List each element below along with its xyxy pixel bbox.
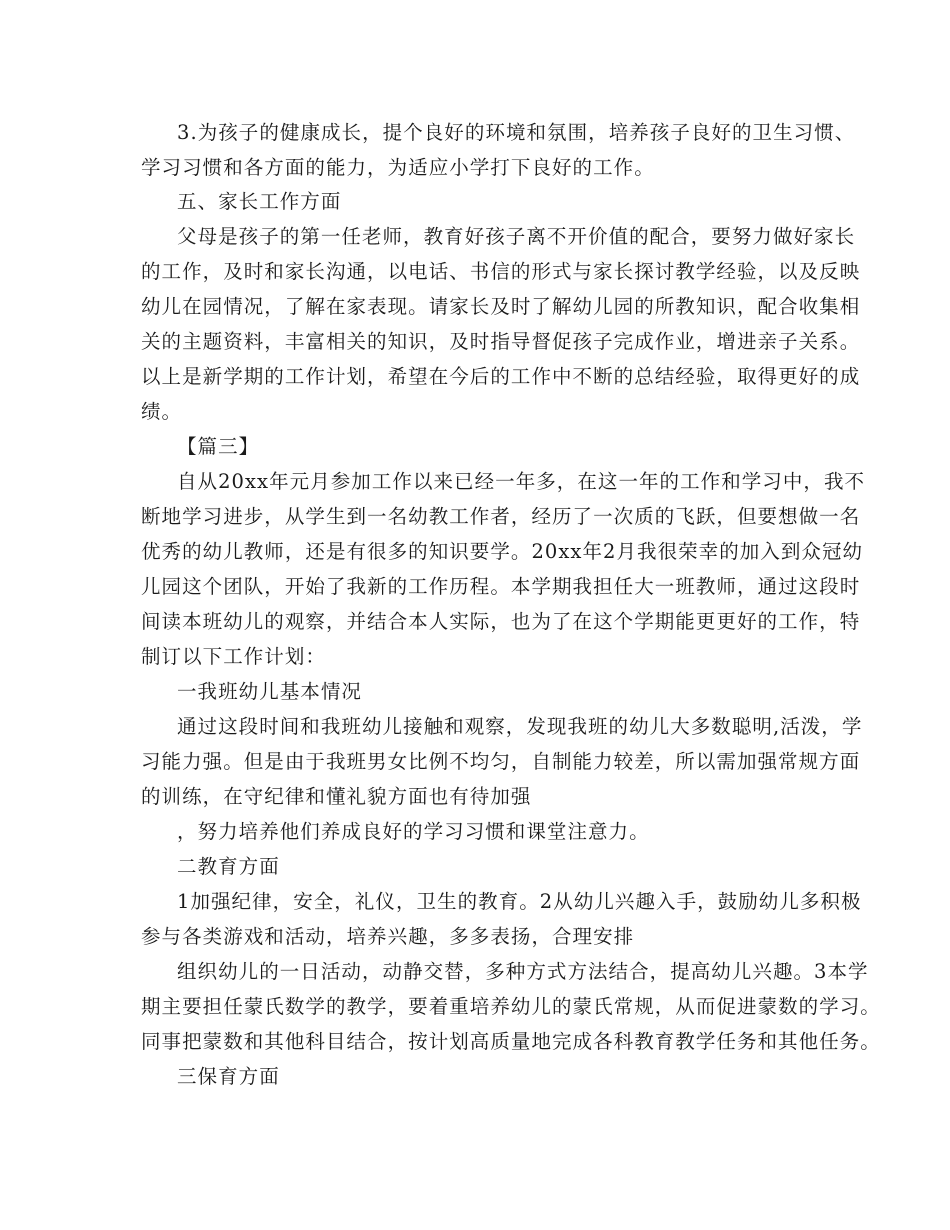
- section-heading: 二教育方面: [177, 855, 280, 878]
- section-heading: 五、家长工作方面: [177, 190, 342, 213]
- text-line: 期主要担任蒙氏数学的教学，要着重培养幼儿的蒙氏常规，从而促进蒙数的学习。: [141, 995, 881, 1018]
- text-line: 制订以下工作计划：: [141, 645, 326, 668]
- text-line: 优秀的幼儿教师，还是有很多的知识要学。20xx年2月我很荣幸的加入到众冠幼: [141, 540, 864, 563]
- text-line: 自从20xx年元月参加工作以来已经一年多，在这一年的工作和学习中，我不: [177, 470, 866, 493]
- text-line: ，努力培养他们养成良好的学习习惯和课堂注意力。: [177, 820, 650, 843]
- text-line: 的训练，在守纪律和懂礼貌方面也有待加强: [141, 785, 532, 808]
- text-line: 以上是新学期的工作计划，希望在今后的工作中不断的总结经验，取得更好的成: [141, 365, 861, 388]
- section-heading: 三保育方面: [177, 1065, 280, 1088]
- text-line: 关的主题资料，丰富相关的知识，及时指导督促孩子完成作业，增进亲子关系。: [141, 330, 861, 353]
- text-line: 通过这段时间和我班幼儿接触和观察，发现我班的幼儿大多数聪明,活泼，学: [177, 715, 863, 738]
- text-line: 学习习惯和各方面的能力，为适应小学打下良好的工作。: [141, 156, 655, 179]
- text-line: 断地学习进步，从学生到一名幼教工作者，经历了一次质的飞跃，但要想做一名: [141, 505, 861, 528]
- text-line: 组织幼儿的一日活动，动静交替，多种方式方法结合，提高幼儿兴趣。3本学: [177, 960, 869, 983]
- text-line: 父母是孩子的第一任老师，教育好孩子离不开价值的配合，要努力做好家长: [177, 225, 856, 248]
- text-line: 1加强纪律，安全，礼仪，卫生的教育。2从幼儿兴趣入手，鼓励幼儿多积极: [177, 890, 862, 913]
- text-line: 的工作，及时和家长沟通，以电话、书信的形式与家长探讨教学经验，以及反映: [141, 260, 861, 283]
- text-line: 间读本班幼儿的观察，并结合本人实际，也为了在这个学期能更更好的工作，特: [141, 610, 861, 633]
- section-heading: 【篇三】: [177, 435, 260, 458]
- section-heading: 一我班幼儿基本情况: [177, 680, 362, 703]
- text-line: 儿园这个团队，开始了我新的工作历程。本学期我担任大一班教师，通过这段时: [141, 575, 861, 598]
- text-line: 3.为孩子的健康成长，提个良好的环境和氛围，培养孩子良好的卫生习惯、: [177, 121, 856, 144]
- text-line: 绩。: [141, 400, 183, 423]
- text-line: 参与各类游戏和活动，培养兴趣，多多表扬，合理安排: [141, 925, 635, 948]
- text-line: 同事把蒙数和其他科目结合，按计划高质量地完成各科教育教学任务和其他任务。: [141, 1030, 881, 1053]
- text-line: 习能力强。但是由于我班男女比例不均匀，自制能力较差，所以需加强常规方面: [141, 750, 861, 773]
- text-line: 幼儿在园情况，了解在家表现。请家长及时了解幼儿园的所教知识，配合收集相: [141, 295, 861, 318]
